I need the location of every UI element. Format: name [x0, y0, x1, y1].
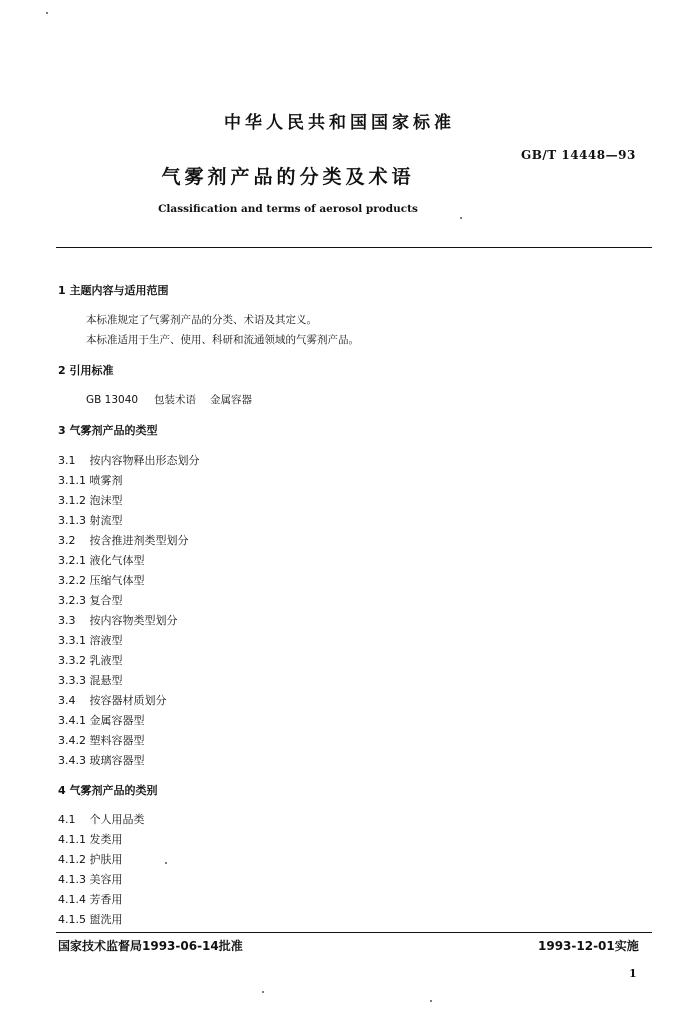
clause-text: 按含推进剂类型划分 — [89, 534, 189, 547]
clause-text: 乳液型 — [89, 654, 123, 667]
page-number: 1 — [629, 967, 637, 980]
clause-number: 3.2.3 — [58, 594, 86, 607]
clause-item — [58, 674, 123, 688]
clause-number: 4.1.1 — [58, 833, 86, 846]
scan-speck — [460, 217, 462, 219]
clause-number: 4.1.4 — [58, 893, 86, 906]
section-3-heading: 3 气雾剂产品的类型 — [58, 424, 158, 437]
clause-item — [58, 454, 200, 468]
clause-text: 复合型 — [89, 594, 123, 607]
section-1-paragraph: 本标准规定了气雾剂产品的分类、术语及其定义。 — [86, 314, 317, 326]
clause-number: 3.3.1 — [58, 634, 86, 647]
clause-item — [58, 694, 167, 708]
clause-item — [58, 474, 123, 488]
clause-number: 4.1 — [58, 813, 76, 826]
clause-text: 按内容物类型划分 — [89, 614, 178, 627]
clause-text: 喷雾剂 — [89, 474, 123, 487]
clause-text: 玻璃容器型 — [89, 754, 145, 767]
clause-text: 美容用 — [89, 873, 123, 886]
section-1-paragraph: 本标准适用于生产、使用、科研和流通领域的气雾剂产品。 — [86, 334, 359, 346]
footer-divider — [56, 932, 652, 933]
clause-number: 3.4 — [58, 694, 76, 707]
header-divider — [56, 247, 652, 248]
scan-speck — [262, 991, 264, 993]
clause-text: 护肤用 — [89, 853, 123, 866]
clause-item — [58, 494, 123, 508]
clause-text: 金属容器型 — [89, 714, 145, 727]
clause-number: 3.4.1 — [58, 714, 86, 727]
clause-item — [58, 554, 145, 568]
section-4-heading: 4 气雾剂产品的类别 — [58, 784, 158, 797]
clause-text: 射流型 — [89, 514, 123, 527]
clause-item — [58, 594, 123, 608]
clause-item — [58, 574, 145, 588]
clause-item — [58, 754, 145, 768]
clause-text: 混悬型 — [89, 674, 123, 687]
clause-text: 个人用品类 — [89, 813, 145, 826]
clause-number: 3.2.1 — [58, 554, 86, 567]
clause-number: 3.1.1 — [58, 474, 86, 487]
clause-item — [58, 534, 189, 548]
scan-speck — [46, 12, 48, 14]
clause-item — [58, 873, 123, 887]
clause-text: 塑料容器型 — [89, 734, 145, 747]
clause-item — [58, 614, 178, 628]
approval-note: 国家技术监督局1993-06-14批准 — [58, 939, 243, 953]
document-title-english: Classification and terms of aerosol products — [158, 203, 418, 215]
standard-header: 中华人民共和国国家标准 — [224, 113, 455, 133]
clause-number: 3.1.3 — [58, 514, 86, 527]
clause-item — [58, 734, 145, 748]
standard-number: GB/T 14448—93 — [521, 148, 636, 162]
clause-number: 4.1.2 — [58, 853, 86, 866]
reference-entry — [86, 393, 252, 407]
clause-item — [58, 714, 145, 728]
clause-item — [58, 853, 123, 867]
clause-number: 3.2.2 — [58, 574, 86, 587]
clause-text: 发类用 — [89, 833, 123, 846]
section-2-heading: 2 引用标准 — [58, 364, 114, 377]
clause-text: 压缩气体型 — [89, 574, 145, 587]
clause-text: 泡沫型 — [89, 494, 123, 507]
clause-number: 3.1.2 — [58, 494, 86, 507]
section-1-heading: 1 主题内容与适用范围 — [58, 284, 169, 297]
clause-item — [58, 913, 123, 927]
clause-number: 3.4.2 — [58, 734, 86, 747]
reference-code: GB 13040 — [86, 394, 139, 406]
scan-speck — [430, 1000, 432, 1002]
clause-number: 3.3 — [58, 614, 76, 627]
document-title: 气雾剂产品的分类及术语 — [161, 166, 415, 188]
clause-number: 3.3.3 — [58, 674, 86, 687]
clause-text: 按内容物释出形态划分 — [89, 454, 200, 467]
clause-number: 3.3.2 — [58, 654, 86, 667]
clause-number: 3.2 — [58, 534, 76, 547]
clause-item — [58, 833, 123, 847]
clause-item — [58, 893, 123, 907]
clause-text: 液化气体型 — [89, 554, 145, 567]
effective-date: 1993-12-01实施 — [538, 939, 639, 953]
clause-item — [58, 634, 123, 648]
clause-item — [58, 654, 123, 668]
clause-number: 4.1.3 — [58, 873, 86, 886]
clause-item — [58, 514, 123, 528]
clause-number: 3.1 — [58, 454, 76, 467]
reference-title: 金属容器 — [210, 394, 252, 406]
reference-title: 包装术语 — [154, 394, 196, 406]
clause-number: 3.4.3 — [58, 754, 86, 767]
clause-text: 溶液型 — [89, 634, 123, 647]
scan-speck — [165, 862, 167, 864]
clause-text: 盥洗用 — [89, 913, 123, 926]
clause-text: 芳香用 — [89, 893, 123, 906]
clause-number: 4.1.5 — [58, 913, 86, 926]
clause-item — [58, 813, 145, 827]
clause-text: 按容器材质划分 — [89, 694, 167, 707]
